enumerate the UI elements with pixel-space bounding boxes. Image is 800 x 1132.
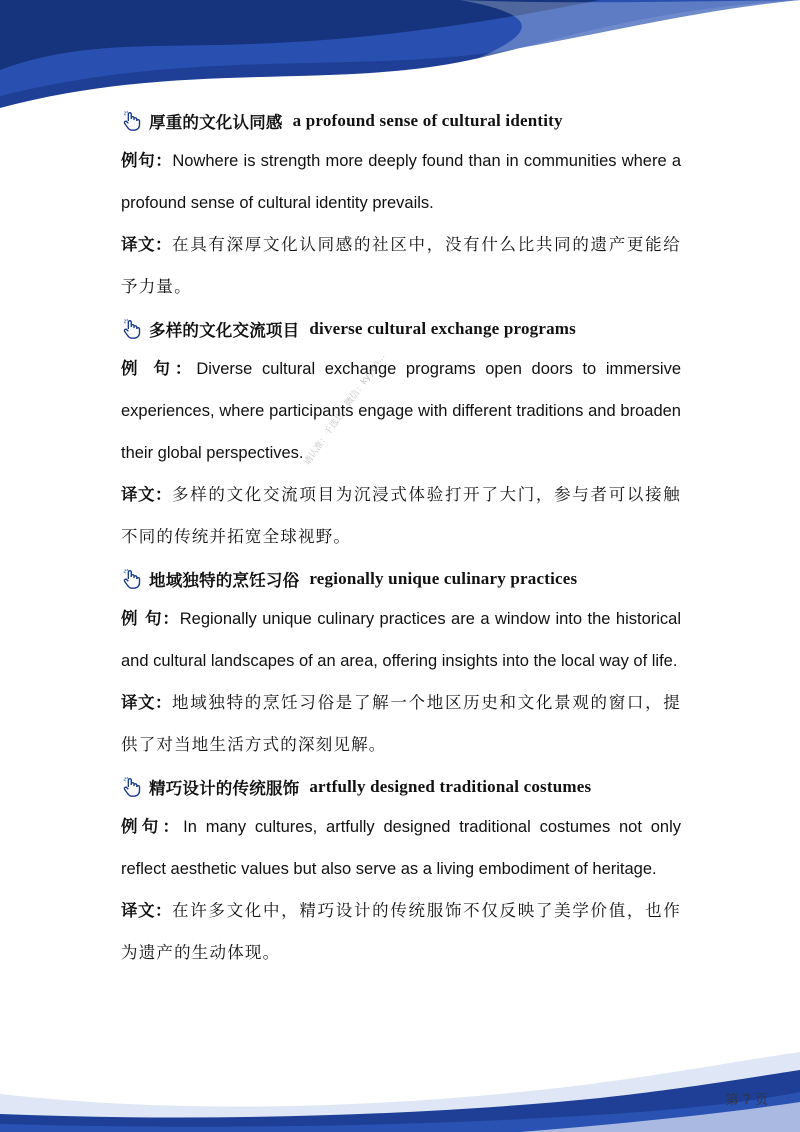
example-label: 例 句：	[121, 609, 180, 628]
translation-text: 在具有深厚文化认同感的社区中，没有什么比共同的遗产更能给予力量。	[121, 235, 682, 296]
example-text: Diverse cultural exchange programs open doors to immersive experiences, where participants engage with different traditions and broaden their global perspectives.	[121, 360, 681, 462]
example-text: Regionally unique culinary practices are a window into the historical and cultural landscapes of an area, offering insights into the local way of life.	[121, 610, 681, 670]
translation-text: 多样的文化交流项目为沉浸式体验打开了大门，参与者可以接触不同的传统并拓宽全球视野。	[121, 485, 682, 546]
page-number: 第 7 页	[725, 1093, 768, 1108]
heading-english: regionally unique culinary practices	[309, 569, 578, 588]
heading-english: artfully designed traditional costumes	[309, 777, 592, 796]
heading-chinese: 厚重的文化认同感	[149, 113, 283, 132]
watermark: 请认准：千选思...微信：kyyan...	[302, 352, 388, 468]
pointing-hand-icon	[121, 776, 143, 798]
example-sentence	[121, 598, 681, 682]
footer-wave-decoration	[0, 1032, 800, 1132]
translation-text: 地域独特的烹饪习俗是了解一个地区历史和文化景观的窗口，提供了对当地生活方式的深刻见解。	[121, 693, 682, 754]
heading-english: diverse cultural exchange programs	[309, 319, 576, 338]
entry-heading	[121, 768, 681, 806]
heading-chinese: 多样的文化交流项目	[149, 321, 300, 340]
translation	[121, 224, 681, 308]
heading-chinese: 地域独特的烹饪习俗	[149, 571, 300, 590]
translation-text: 在许多文化中，精巧设计的传统服饰不仅反映了美学价值，也作为遗产的生动体现。	[121, 901, 682, 962]
example-sentence	[121, 140, 681, 224]
heading-chinese: 精巧设计的传统服饰	[149, 779, 300, 798]
translation-label: 译文：	[121, 693, 172, 712]
translation-label: 译文：	[121, 901, 172, 920]
vocabulary-list	[121, 100, 681, 974]
header-wave-decoration	[0, 0, 800, 110]
entry-heading	[121, 560, 681, 598]
example-label: 例句：	[121, 151, 173, 170]
example-label: 例句：	[121, 817, 184, 836]
example-text: In many cultures, artfully designed traditional costumes not only reflect aesthetic values but also serve as a living embodiment of heritage.	[121, 818, 682, 878]
translation-label: 译文：	[121, 485, 172, 504]
pointing-hand-icon	[121, 568, 143, 590]
entry-heading	[121, 310, 681, 348]
vocab-entry	[121, 560, 681, 766]
translation	[121, 474, 681, 558]
example-sentence	[121, 348, 681, 474]
example-text: Nowhere is strength more deeply found than in communities where a profound sense of cultural identity prevails.	[121, 152, 681, 212]
vocab-entry	[121, 310, 681, 558]
entry-heading	[121, 102, 681, 140]
translation	[121, 682, 681, 766]
heading-english: a profound sense of cultural identity	[292, 111, 563, 130]
translation-label: 译文：	[121, 235, 172, 254]
vocab-entry	[121, 102, 681, 308]
pointing-hand-icon	[121, 318, 143, 340]
pointing-hand-icon	[121, 110, 143, 132]
example-label: 例 句：	[121, 359, 197, 378]
vocab-entry	[121, 768, 681, 974]
example-sentence	[121, 806, 681, 890]
translation	[121, 890, 681, 974]
